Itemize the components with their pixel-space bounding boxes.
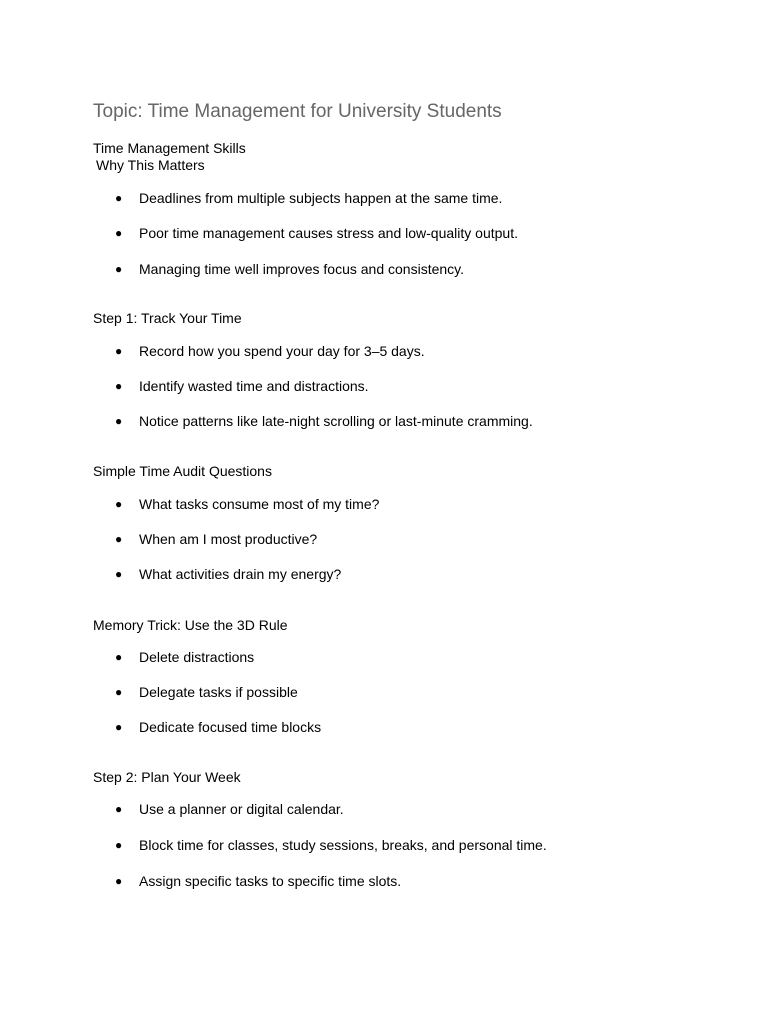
list-item: ● Delete distractions (112, 649, 254, 666)
bullet-icon: ● (115, 262, 123, 276)
list-item: ● Delegate tasks if possible (112, 684, 298, 701)
section-heading-skills: Time Management Skills (93, 140, 246, 156)
bullet-icon: ● (115, 874, 123, 888)
list-item: ● Assign specific tasks to specific time slots. (112, 873, 401, 890)
section-heading-step1: Step 1: Track Your Time (93, 310, 242, 326)
bullet-icon: ● (115, 567, 123, 581)
list-item: ● When am I most productive? (112, 531, 317, 548)
list-item: ● Managing time well improves focus and consistency. (112, 261, 464, 278)
bullet-icon: ● (115, 532, 123, 546)
document-title: Topic: Time Management for University Students (93, 101, 502, 122)
bullet-icon: ● (115, 685, 123, 699)
bullet-icon: ● (115, 497, 123, 511)
list-item: ● Dedicate focused time blocks (112, 719, 321, 736)
section-subheading-why: Why This Matters (96, 157, 205, 173)
list-item: ● Notice patterns like late-night scrolling or last-minute cramming. (112, 413, 533, 430)
list-item: ● Poor time management causes stress and low-quality output. (112, 225, 518, 242)
list-item: ● Record how you spend your day for 3–5 days. (112, 343, 425, 360)
bullet-icon: ● (115, 802, 123, 816)
section-heading-step2: Step 2: Plan Your Week (93, 769, 241, 785)
list-item: ● Identify wasted time and distractions. (112, 378, 369, 395)
bullet-icon: ● (115, 191, 123, 205)
list-item: ● Use a planner or digital calendar. (112, 801, 344, 818)
bullet-icon: ● (115, 344, 123, 358)
bullet-icon: ● (115, 650, 123, 664)
bullet-icon: ● (115, 838, 123, 852)
list-item: ● What activities drain my energy? (112, 566, 341, 583)
bullet-icon: ● (115, 720, 123, 734)
list-item: ● Block time for classes, study sessions, breaks, and personal time. (112, 837, 547, 854)
bullet-icon: ● (115, 379, 123, 393)
section-heading-memory: Memory Trick: Use the 3D Rule (93, 617, 288, 633)
section-heading-audit: Simple Time Audit Questions (93, 463, 272, 479)
bullet-icon: ● (115, 226, 123, 240)
list-item: ● What tasks consume most of my time? (112, 496, 379, 513)
list-item: ● Deadlines from multiple subjects happen at the same time. (112, 190, 502, 207)
bullet-icon: ● (115, 414, 123, 428)
